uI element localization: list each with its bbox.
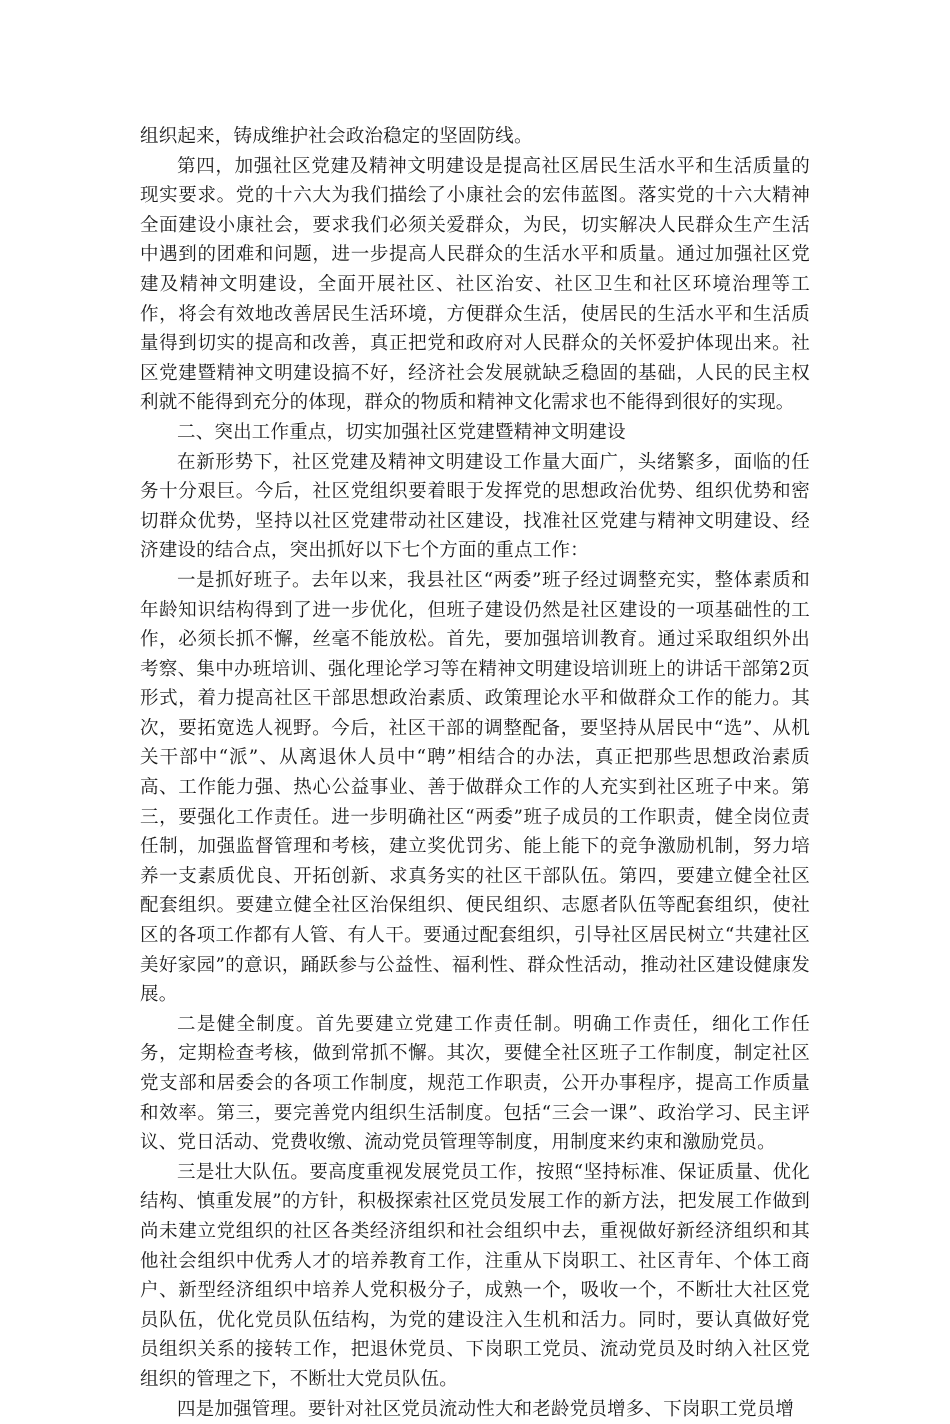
document-body bbox=[140, 122, 810, 1424]
paragraph-5: 一是抓好班子。去年以来，我县社区“两委”班子经过调整充实，整体素质和年龄知识结构得到了进一步优化，但班子建设仍然是社区建设的一项基础性的工作，必须长抓不懈，丝毫不能放松。首先，要加强培训教育。通过采取组织外出考察、集中办班培训、强化理论学习等在精神文明建设培训班上的讲话干部第2页形式，着力提高社区干部思想政治素质、政策理论水平和做群众工作的能力。其次，要拓宽选人视野。今后，社区干部的调整配备，要坚持从居民中“选”、从机关干部中“派”、从离退休人员中“聘”相结合的办法，真正把那些思想政治素质高、工作能力强、热心公益事业、善于做群众工作的人充实到社区班子中来。第三，要强化工作责任。进一步明确社区“两委”班子成员的工作职责，健全岗位责任制，加强监督管理和考核，建立奖优罚劣、能上能下的竞争激励机制，努力培养一支素质优良、开拓创新、求真务实的社区干部队伍。第四，要建立健全社区配套组织。要建立健全社区治保组织、便民组织、志愿者队伍等配套组织，使社区的各项工作都有人管、有人干。要通过配套组织，引导社区居民树立“共建社区美好家园”的意识，踊跃参与公益性、福利性、群众性活动，推动社区建设健康发展。 bbox=[140, 569, 810, 1006]
section-heading: 二、突出工作重点，切实加强社区党建暨精神文明建设 bbox=[177, 421, 626, 443]
paragraph-4: 在新形势下，社区党建及精神文明建设工作量大面广，头绪繁多，面临的任务十分艰巨。今后，社区党组织要着眼于发挥党的思想政治优势、组织优势和密切群众优势，坚持以社区党建带动社区建设，找准社区党建与精神文明建设、经济建设的结合点，突出抓好以下七个方面的重点工作： bbox=[140, 451, 810, 562]
paragraph-1: 组织起来，铸成维护社会政治稳定的坚固防线。 bbox=[140, 126, 533, 147]
paragraph-8: 四是加强管理。要针对社区党员流动性大和老龄党员增多、下岗职工党员增 bbox=[177, 1398, 795, 1420]
paragraph-2: 第四，加强社区党建及精神文明建设是提高社区居民生活水平和生活质量的现实要求。党的十六大为我们描绘了小康社会的宏伟蓝图。落实党的十六大精神全面建设小康社会，要求我们必须关爱群众，为民，切实解决人民群众生产生活中遇到的团难和问题，进一步提高人民群众的生活水平和质量。通过加强社区党建及精神文明建设，全面开展社区、社区治安、社区卫生和社区环境治理等工作，将会有效地改善居民生活环境，方便群众生活，使居民的生活水平和生活质量得到切实的提高和改善，真正把党和政府对人民群众的关怀爱护体现出来。社区党建暨精神文明建设搞不好，经济社会发展就缺乏稳固的基础，人民的民主权利就不能得到充分的体现，群众的物质和精神文化需求也不能得到很好的实现。 bbox=[140, 155, 810, 414]
paragraph-6: 二是健全制度。首先要建立党建工作责任制。明确工作责任，细化工作任务，定期检查考核，做到常抓不懈。其次，要健全社区班子工作制度，制定社区党支部和居委会的各项工作制度，规范工作职责，公开办事程序，提高工作质量和效率。第三，要完善党内组织生活制度。包括“三会一课”、政治学习、民主评议、党日活动、党费收缴、流动党员管理等制度，用制度来约束和激励党员。 bbox=[140, 1013, 810, 1154]
paragraph-7: 三是壮大队伍。要高度重视发展党员工作，按照“坚持标准、保证质量、优化结构、慎重发展”的方针，积极探索社区党员发展工作的新方法，把发展工作做到尚未建立党组织的社区各类经济组织和社会组织中去，重视做好新经济组织和其他社会组织中优秀人才的培养教育工作，注重从下岗职工、社区青年、个体工商户、新型经济组织中培养人党积极分子，成熟一个，吸收一个，不断壮大社区党员队伍，优化党员队伍结构，为党的建设注入生机和活力。同时，要认真做好党员组织关系的接转工作，把退休党员、下岗职工党员、流动党员及时纳入社区党组织的管理之下，不断壮大党员队伍。 bbox=[140, 1161, 810, 1390]
